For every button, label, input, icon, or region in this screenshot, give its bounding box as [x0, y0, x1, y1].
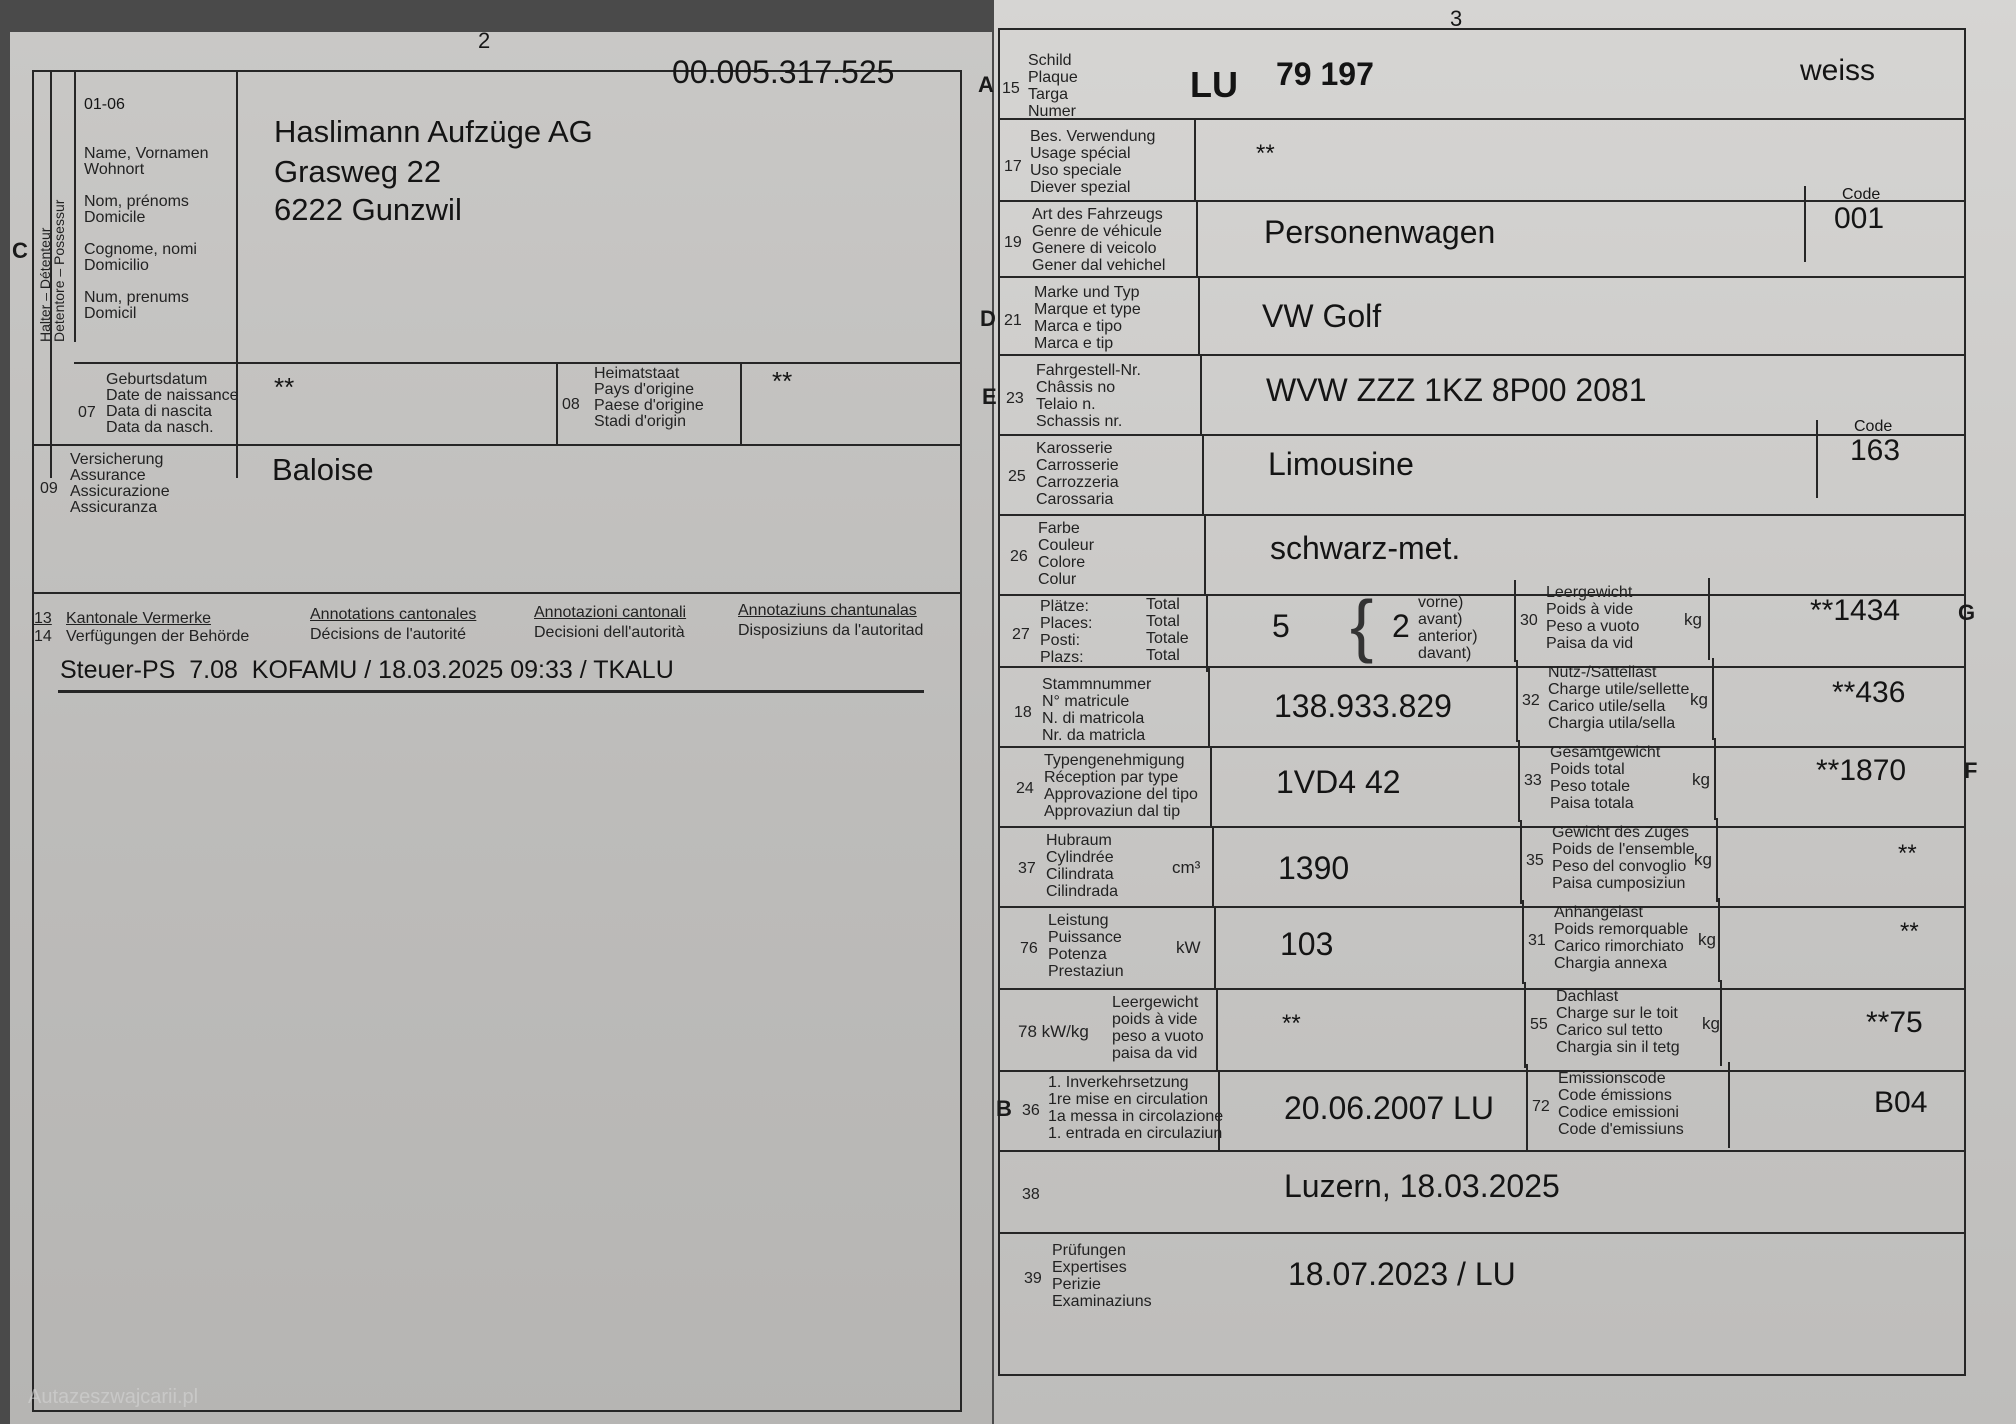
displacement-unit: cm³ — [1172, 858, 1201, 877]
holder-side-label: Halter – Détenteur Detentore – Possessur — [37, 199, 67, 342]
divider — [1514, 580, 1516, 662]
remarks-label-de-2: Verfügungen der Behörde — [66, 628, 250, 645]
holder-city: 6222 Gunzwil — [274, 192, 462, 227]
divider — [1712, 658, 1714, 740]
vehicle-type-code: 001 — [1834, 202, 1885, 235]
vehicle-type-label: Art des Fahrzeugs Genre de véhicule Genere di veicolo Gener dal vehichel — [1032, 206, 1166, 274]
divider — [1524, 982, 1526, 1068]
field-number: 26 — [1010, 548, 1028, 565]
field-number: 30 — [1520, 612, 1538, 629]
body-label: Karosserie Carrosserie Carrozzeria Carossaria — [1036, 440, 1119, 508]
field-number: 21 — [1004, 312, 1022, 329]
divider — [998, 906, 1966, 908]
seats-front-value: 2 — [1392, 608, 1410, 644]
train-weight-unit: kg — [1694, 850, 1712, 869]
trailer-load-label: Anhängelast Poids remorquable Carico rimorchiato Chargia annexa — [1554, 904, 1689, 972]
field-number: 14 — [34, 628, 52, 645]
holder-code: 01-06 — [84, 96, 125, 113]
holder-label-divider — [74, 72, 76, 342]
holder-street: Grasweg 22 — [274, 154, 442, 189]
vin-label: Fahrgestell-Nr. Châssis no Telaio n. Schassis nr. — [1036, 362, 1141, 430]
divider — [998, 434, 1966, 436]
emission-label: Emissionscode Code émissions Codice emissioni Code d'emissiuns — [1558, 1070, 1684, 1138]
origin-label: Heimatstaat Pays d'origine Paese d'origine Stadi d'origin — [594, 365, 704, 430]
section-letter-e: E — [982, 384, 997, 409]
left-page — [10, 28, 992, 1424]
divider — [1518, 740, 1520, 822]
divider — [1198, 276, 1200, 354]
divider — [1202, 434, 1204, 514]
divider — [1204, 514, 1206, 594]
remarks-label-fr-1: Annotations cantonales — [310, 606, 477, 623]
divider — [1720, 980, 1722, 1066]
divider — [1516, 660, 1518, 742]
plate-canton: LU — [1190, 64, 1238, 105]
kw-per-kg-label: Leergewicht poids à vide peso a vuoto paisa da vid — [1112, 994, 1204, 1062]
field-number: 08 — [562, 396, 580, 413]
divider — [1816, 420, 1818, 498]
divider — [998, 514, 1966, 516]
remarks-label-fr-2: Décisions de l'autorité — [310, 626, 467, 643]
field-number: 39 — [1024, 1270, 1042, 1287]
page-number: 3 — [1450, 6, 1463, 31]
document-number: 00.005.317.525 — [672, 54, 895, 90]
field-number: 55 — [1530, 1016, 1548, 1033]
roof-load-value: **75 — [1866, 1006, 1923, 1039]
divider — [1522, 900, 1524, 984]
empty-weight-unit: kg — [1684, 610, 1702, 629]
inspections-value: 18.07.2023 / LU — [1288, 1256, 1516, 1292]
color-label: Farbe Couleur Colore Colur — [1038, 520, 1095, 588]
divider — [1210, 746, 1212, 826]
vehicle-type-value: Personenwagen — [1264, 214, 1496, 250]
insurance-label: Versicherung Assurance Assicurazione Assicuranza — [70, 451, 170, 516]
divider — [998, 354, 1966, 356]
divider — [1200, 354, 1202, 434]
divider — [32, 592, 960, 594]
roof-load-label: Dachlast Charge sur le toit Carico sul tetto Chargia sin il tetg — [1556, 988, 1680, 1056]
power-unit: kW — [1176, 938, 1201, 957]
divider — [74, 362, 960, 364]
matricule-value: 138.933.829 — [1274, 688, 1452, 724]
remarks-label-it-1: Annotazioni cantonali — [534, 604, 687, 621]
divider — [1526, 1064, 1528, 1150]
body-code: 163 — [1850, 434, 1901, 467]
payload-unit: kg — [1690, 690, 1708, 709]
field-number: 37 — [1018, 860, 1036, 877]
inspections-label: Prüfungen Expertises Perizie Examinaziuns — [1052, 1242, 1152, 1310]
kw-per-kg-value: ** — [1282, 1010, 1301, 1037]
remarks-label-de-1: Kantonale Vermerke — [66, 610, 211, 627]
field-number: 33 — [1524, 772, 1542, 789]
divider — [998, 666, 1966, 668]
matricule-label: Stammnummer N° matricule N. di matricola Nr. da matricla — [1042, 676, 1152, 744]
divider — [998, 746, 1966, 748]
total-weight-value: **1870 — [1816, 754, 1907, 787]
trailer-load-unit: kg — [1698, 930, 1716, 949]
divider — [998, 1070, 1966, 1072]
emission-value: B04 — [1874, 1086, 1928, 1119]
type-approval-label: Typengenehmigung Réception par type Approvazione del tipo Approvaziun dal tip — [1044, 752, 1198, 820]
field-number: 38 — [1022, 1186, 1040, 1203]
divider — [1218, 1070, 1220, 1152]
section-letter-g: G — [1958, 600, 1976, 625]
remarks-value: Steuer-PS 7.08 KOFAMU / 18.03.2025 09:33 / TKALU — [60, 656, 674, 684]
plate-number: 79 197 — [1276, 56, 1374, 92]
section-letter-c: C — [12, 238, 28, 263]
field-number: 35 — [1526, 852, 1544, 869]
remarks-label-rm-2: Disposiziuns da l'autoritad — [738, 622, 924, 639]
section-letter-f: F — [1964, 758, 1978, 783]
total-weight-unit: kg — [1692, 770, 1710, 789]
empty-weight-label: Leergewicht Poids à vide Peso a vuoto Paisa da vid — [1546, 584, 1640, 652]
divider — [1804, 186, 1806, 262]
remarks-underline — [58, 690, 924, 693]
plate-color: weiss — [1800, 54, 1876, 87]
divider — [1196, 200, 1198, 276]
field-number: 17 — [1004, 158, 1022, 175]
divider — [1206, 594, 1208, 672]
birth-date-value: ** — [274, 372, 295, 402]
section-letter-d: D — [980, 306, 996, 331]
divider — [998, 276, 1966, 278]
origin-value: ** — [772, 366, 793, 396]
empty-weight-value: **1434 — [1810, 594, 1901, 627]
insurance-value: Baloise — [272, 452, 374, 487]
field-number: 78 kW/kg — [1018, 1022, 1089, 1041]
displacement-value: 1390 — [1278, 850, 1350, 886]
first-registration-value: 20.06.2007 LU — [1284, 1090, 1494, 1126]
watermark: Autazeszwajcarii.pl — [28, 1386, 199, 1408]
vin-value: WVW ZZZ 1KZ 8P00 2081 — [1266, 372, 1647, 408]
divider — [1708, 578, 1710, 660]
body-code-label: Code — [1854, 418, 1893, 435]
first-registration-label: 1. Inverkehrsetzung 1re mise en circulation 1a messa in circolazione 1. entrada en circulaziun — [1048, 1074, 1224, 1142]
field-number: 23 — [1006, 390, 1024, 407]
place-date-value: Luzern, 18.03.2025 — [1284, 1168, 1560, 1204]
field-number: 72 — [1532, 1098, 1550, 1115]
section-letter-a: A — [978, 72, 994, 97]
divider — [998, 200, 1966, 202]
divider — [556, 362, 558, 444]
seats-front-label: vorne) avant) anterior) davant) — [1418, 594, 1478, 662]
power-label: Leistung Puissance Potenza Prestaziun — [1048, 912, 1124, 980]
seats-value: 5 — [1272, 608, 1290, 644]
power-value: 103 — [1280, 926, 1334, 962]
train-weight-label: Gewicht des Zuges Poids de l'ensemble Peso del convoglio Paisa cumposiziun — [1552, 824, 1695, 892]
vehicle-type-code-label: Code — [1842, 186, 1881, 203]
divider — [1520, 820, 1522, 904]
special-use-label: Bes. Verwendung Usage spécial Uso speciale Diever spezial — [1030, 128, 1156, 196]
field-number: 09 — [40, 480, 58, 497]
section-letter-b: B — [996, 1096, 1012, 1121]
remarks-label-it-2: Decisioni dell'autorità — [534, 624, 685, 641]
total-weight-label: Gesamtgewicht Poids total Peso totale Paisa totala — [1550, 744, 1661, 812]
roof-load-unit: kg — [1702, 1014, 1720, 1033]
right-page — [978, 0, 2016, 1424]
birth-date-label: Geburtsdatum Date de naissance Data di nascita Data da nasch. — [106, 371, 239, 436]
train-weight-value: ** — [1898, 840, 1917, 867]
field-number: 27 — [1012, 626, 1030, 643]
divider — [1716, 818, 1718, 902]
special-use-value: ** — [1256, 140, 1275, 167]
divider — [998, 1232, 1966, 1234]
displacement-label: Hubraum Cylindrée Cilindrata Cilindrada — [1046, 832, 1119, 900]
field-number: 24 — [1016, 780, 1034, 797]
field-number: 13 — [34, 610, 52, 627]
divider — [998, 826, 1966, 828]
seats-totals: Total Total Totale Total — [1146, 596, 1189, 664]
seats-label: Plätze: Places: Posti: Plazs: — [1040, 598, 1093, 666]
plate-label: Schild Plaque Targa Numer — [1028, 52, 1078, 120]
holder-name: Haslimann Aufzüge AG — [274, 114, 593, 149]
divider — [32, 444, 960, 446]
color-value: schwarz-met. — [1270, 530, 1461, 566]
make-label: Marke und Typ Marque et type Marca e tipo Marca e tip — [1034, 284, 1141, 352]
divider — [998, 988, 1966, 990]
field-number: 19 — [1004, 234, 1022, 251]
type-approval-value: 1VD4 42 — [1276, 764, 1401, 800]
field-number: 31 — [1528, 932, 1546, 949]
divider — [1208, 666, 1210, 746]
field-number: 07 — [78, 404, 96, 421]
divider — [740, 362, 742, 444]
divider — [998, 118, 1966, 120]
divider — [1718, 898, 1720, 982]
field-number: 25 — [1008, 468, 1026, 485]
payload-value: **436 — [1832, 676, 1906, 709]
field-number: 15 — [1002, 80, 1020, 97]
payload-label: Nutz-/Sattellast Charge utile/sellette Carico utile/sella Chargia utila/sella — [1548, 664, 1690, 732]
body-value: Limousine — [1268, 446, 1414, 482]
remarks-label-rm-1: Annotaziuns chantunalas — [738, 602, 917, 619]
divider — [998, 1150, 1966, 1152]
divider — [1212, 826, 1214, 908]
brace-icon: { — [1350, 586, 1374, 664]
field-number: 18 — [1014, 704, 1032, 721]
holder-field-labels: Name, Vornamen Wohnort Nom, prénoms Domicile Cognome, nomi Domicilio Num, prenums Domicil — [84, 145, 209, 322]
divider — [1216, 988, 1218, 1072]
divider — [1214, 906, 1216, 988]
field-number: 36 — [1022, 1102, 1040, 1119]
divider — [1194, 118, 1196, 200]
page-number: 2 — [478, 28, 491, 53]
divider — [1714, 738, 1716, 820]
divider — [1728, 1062, 1730, 1148]
field-number: 76 — [1020, 940, 1038, 957]
make-value: VW Golf — [1262, 298, 1382, 334]
trailer-load-value: ** — [1900, 918, 1919, 945]
field-number: 32 — [1522, 692, 1540, 709]
